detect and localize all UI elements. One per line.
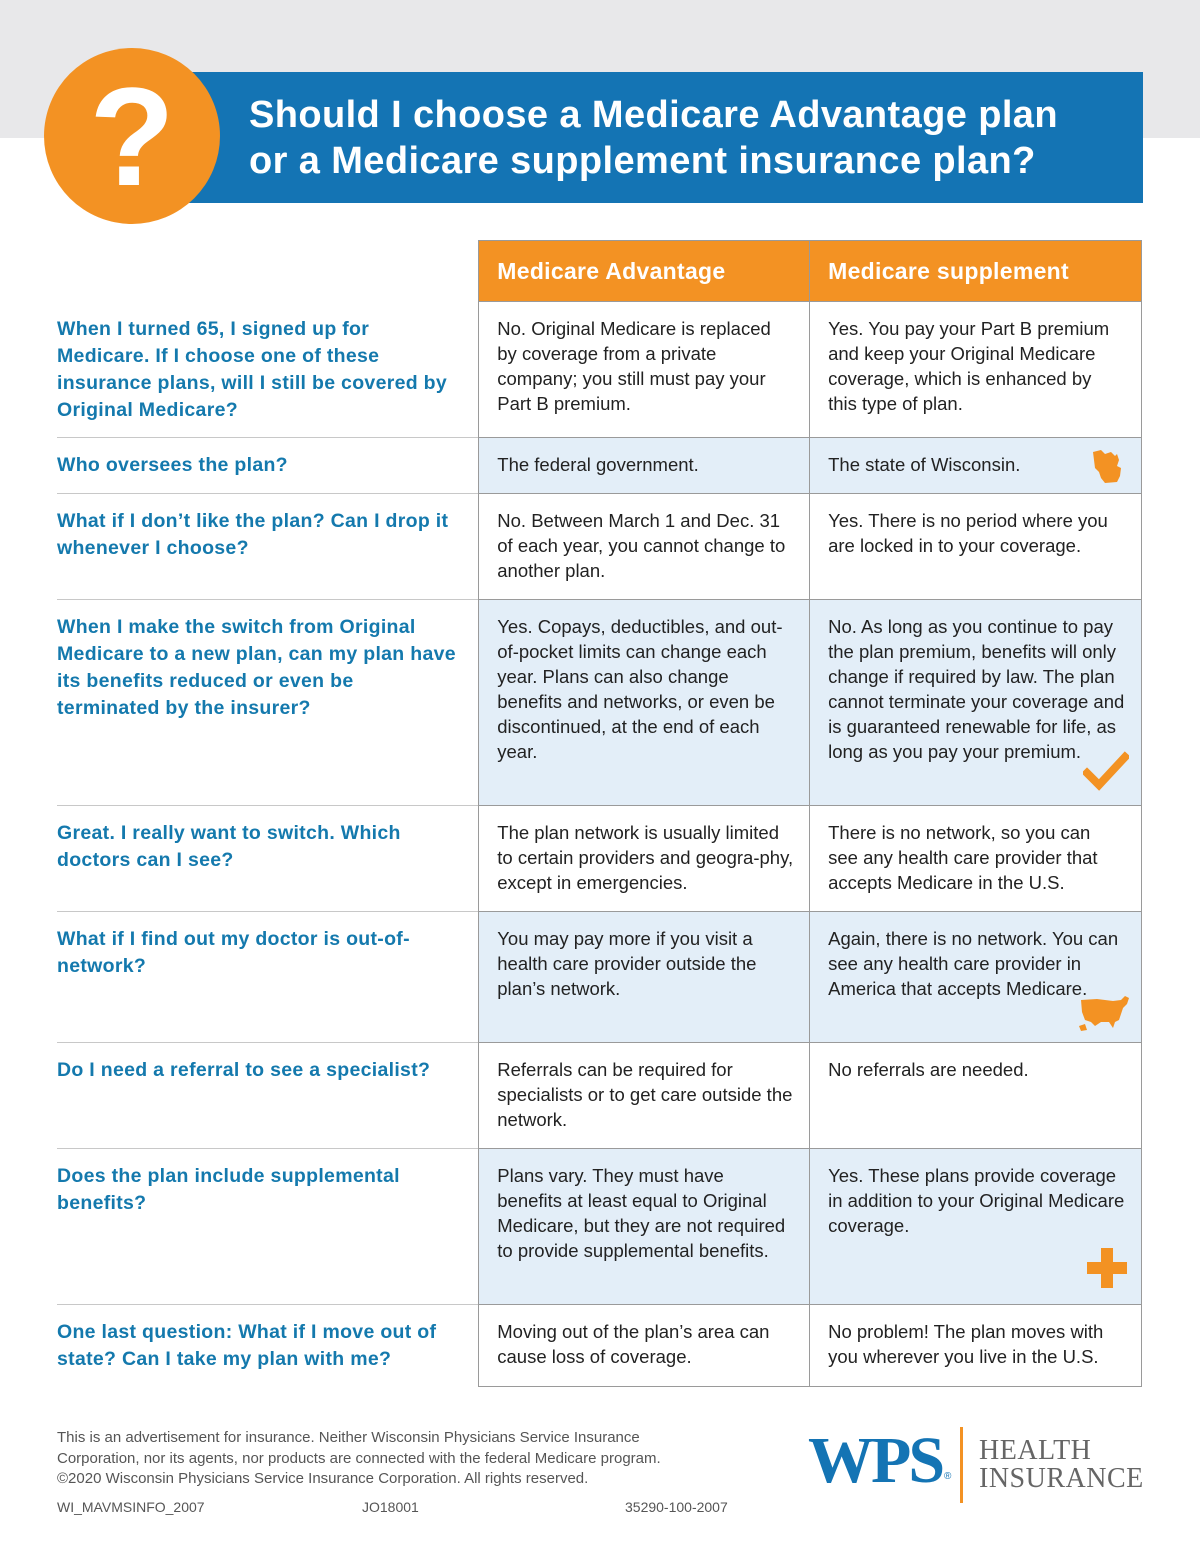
wisconsin-map-icon bbox=[1087, 446, 1127, 486]
wps-health-insurance-logo bbox=[808, 1425, 1148, 1497]
logo-registered-mark: ® bbox=[944, 1471, 952, 1482]
advantage-cell: The plan network is usually limited to certain providers and geogra-phy, except in emergencies. bbox=[479, 806, 810, 912]
table-row bbox=[57, 494, 1142, 600]
table-row bbox=[57, 912, 1142, 1043]
supplement-cell bbox=[810, 438, 1142, 494]
logo-divider bbox=[960, 1427, 963, 1503]
supplement-cell bbox=[810, 600, 1142, 806]
advantage-cell: No. Between March 1 and Dec. 31 of each year, you cannot change to another plan. bbox=[479, 494, 810, 600]
table-row bbox=[57, 806, 1142, 912]
advantage-cell: No. Original Medicare is replaced by coverage from a private company; you still must pay your Part B premium. bbox=[479, 302, 810, 438]
logo-wps-text: WPS bbox=[808, 1424, 943, 1497]
logo-insurance: INSURANCE bbox=[979, 1463, 1144, 1494]
supplement-cell-text: No. As long as you continue to pay the plan premium, benefits will only change if required by law. The plan cannot terminate your coverage and is guaranteed renewable for life, as long as you pay your premium. bbox=[828, 616, 1125, 762]
supplement-cell: Yes. There is no period where you are locked in to your coverage. bbox=[810, 494, 1142, 600]
table-row bbox=[57, 438, 1142, 494]
question-mark-icon bbox=[44, 48, 220, 224]
question-cell: When I make the switch from Original Medicare to a new plan, can my plan have its benefits reduced or even be terminated by the insurer? bbox=[57, 600, 479, 806]
header-blank-cell bbox=[57, 241, 479, 302]
title-line-1: Should I choose a Medicare Advantage plan bbox=[249, 94, 1058, 136]
comparison-table bbox=[57, 240, 1142, 1387]
title-line-2: or a Medicare supplement insurance plan? bbox=[249, 140, 1036, 182]
question-mark-glyph: ? bbox=[89, 58, 175, 215]
supplement-cell: Yes. You pay your Part B premium and keep your Original Medicare coverage, which is enhanced by this type of plan. bbox=[810, 302, 1142, 438]
question-cell: Who oversees the plan? bbox=[57, 438, 479, 494]
supplement-cell: No referrals are needed. bbox=[810, 1043, 1142, 1149]
question-cell: Do I need a referral to see a specialist? bbox=[57, 1043, 479, 1149]
supplement-cell bbox=[810, 912, 1142, 1043]
disclaimer-line-2: Corporation, nor its agents, nor products are connected with the federal Medicare program. bbox=[57, 1449, 661, 1467]
advantage-cell: Yes. Copays, deductibles, and out-of-pocket limits can change each year. Plans can also change benefits and networks, or even be discontinued, at the end of each year. bbox=[479, 600, 810, 806]
advantage-cell: Moving out of the plan’s area can cause loss of coverage. bbox=[479, 1305, 810, 1387]
question-cell: What if I find out my doctor is out-of-network? bbox=[57, 912, 479, 1043]
supplement-cell: There is no network, so you can see any health care provider that accepts Medicare in the U.S. bbox=[810, 806, 1142, 912]
question-cell: Does the plan include supplemental benefits? bbox=[57, 1149, 479, 1305]
logo-health-insurance-text bbox=[979, 1437, 1144, 1493]
table-row bbox=[57, 1149, 1142, 1305]
supplement-cell-text: Again, there is no network. You can see any health care provider in America that accepts Medicare. bbox=[828, 928, 1119, 999]
document-number: 35290-100-2007 bbox=[625, 1499, 728, 1515]
form-code: WI_MAVMSINFO_2007 bbox=[57, 1499, 205, 1515]
question-cell: One last question: What if I move out of state? Can I take my plan with me? bbox=[57, 1305, 479, 1387]
header-medicare-supplement: Medicare supplement bbox=[810, 241, 1142, 302]
supplement-cell-text: Yes. These plans provide coverage in addition to your Original Medicare coverage. bbox=[828, 1165, 1125, 1236]
supplement-cell bbox=[810, 1149, 1142, 1305]
table-row bbox=[57, 1305, 1142, 1387]
job-code: JO18001 bbox=[362, 1499, 419, 1515]
supplement-cell: No problem! The plan moves with you wherever you live in the U.S. bbox=[810, 1305, 1142, 1387]
advantage-cell: Plans vary. They must have benefits at least equal to Original Medicare, but they are not required to provide supplemental benefits. bbox=[479, 1149, 810, 1305]
disclaimer-line-3: ©2020 Wisconsin Physicians Service Insurance Corporation. All rights reserved. bbox=[57, 1470, 589, 1487]
table-row bbox=[57, 1043, 1142, 1149]
usa-map-icon bbox=[1077, 994, 1133, 1034]
supplement-cell-text: The state of Wisconsin. bbox=[828, 454, 1021, 475]
disclaimer-line-1: This is an advertisement for insurance. Neither Wisconsin Physicians Service Insurance bbox=[57, 1429, 640, 1446]
plus-icon bbox=[1085, 1246, 1129, 1290]
title-banner bbox=[130, 72, 1143, 203]
disclaimer bbox=[57, 1428, 777, 1490]
checkmark-icon bbox=[1083, 751, 1129, 791]
table-row bbox=[57, 302, 1142, 438]
advantage-cell: The federal government. bbox=[479, 438, 810, 494]
question-cell: Great. I really want to switch. Which doctors can I see? bbox=[57, 806, 479, 912]
table-header-row bbox=[57, 241, 1142, 302]
question-cell: What if I don’t like the plan? Can I drop it whenever I choose? bbox=[57, 494, 479, 600]
logo-health: HEALTH bbox=[979, 1435, 1092, 1466]
advantage-cell: Referrals can be required for specialists or to get care outside the network. bbox=[479, 1043, 810, 1149]
table-row bbox=[57, 600, 1142, 806]
header-medicare-advantage: Medicare Advantage bbox=[479, 241, 810, 302]
question-cell: When I turned 65, I signed up for Medicare. If I choose one of these insurance plans, will I still be covered by Original Medicare? bbox=[57, 317, 448, 421]
page-title bbox=[249, 92, 1129, 184]
advantage-cell: You may pay more if you visit a health care provider outside the plan’s network. bbox=[479, 912, 810, 1043]
